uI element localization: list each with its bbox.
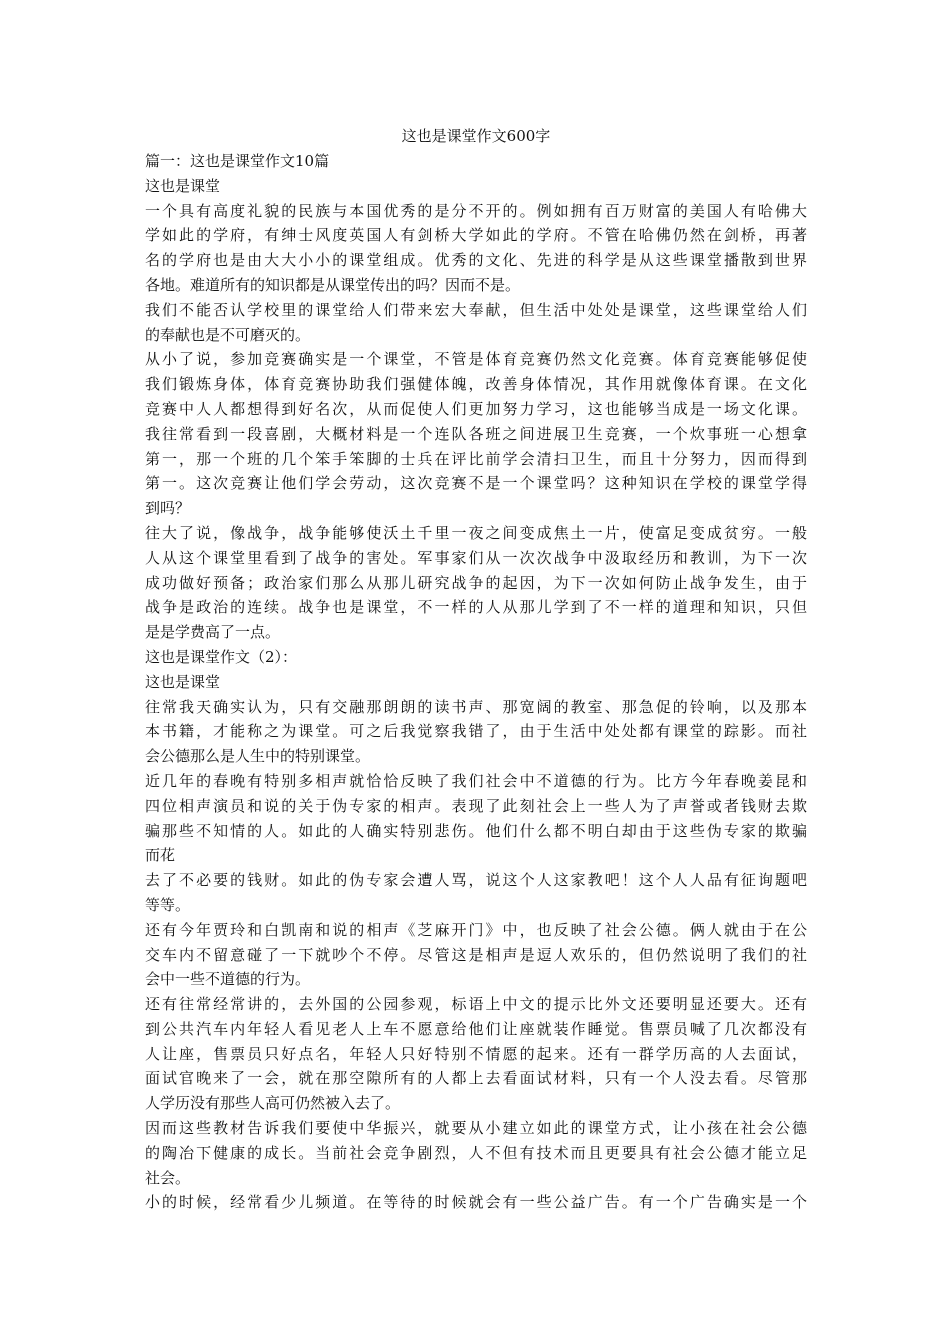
text-line: 第一，那一个班的几个笨手笨脚的士兵在评比前学会清扫卫生，而且十分努力，因而得到 [145,449,807,468]
text-line: 各地。难道所有的知识都是从课堂传出的吗？因而不是。 [145,275,521,294]
text-line: 去了不必要的钱财。如此的伪专家会遭人骂，说这个人这家教吧！这个人人品有征询题吧 [145,871,807,890]
text-line: 人学历没有那些人高可仍然被入去了。 [145,1094,401,1113]
text-line: 这也是课堂作文（2）： [145,647,298,666]
text-line: 从小了说，参加竞赛确实是一个课堂，不管是体育竞赛仍然文化竞赛。体育竞赛能够促使 [145,350,807,369]
text-line: 的奉献也是不可磨灭的。 [145,325,311,344]
text-line: 名的学府也是由大大小小的课堂组成。优秀的文化、先进的科学是从这些课堂播散到世界 [145,251,807,270]
text-line: 我往常看到一段喜剧，大概材料是一个连队各班之间进展卫生竞赛，一个炊事班一心想拿 [145,424,807,443]
document-page [145,125,807,1215]
document-body [145,149,807,1215]
text-line: 因而这些教材告诉我们要使中华振兴，就要从小建立如此的课堂方式，让小孩在社会公德 [145,1119,807,1138]
text-line: 往常我天确实认为，只有交融那朗朗的读书声、那宽阔的教室、那急促的铃响，以及那本 [145,697,807,716]
text-line: 这也是课堂 [145,176,221,195]
text-line: 是是学费高了一点。 [145,623,281,642]
text-line: 篇一：这也是课堂作文10篇 [145,152,330,170]
text-line: 本书籍，才能称之为课堂。可之后我觉察我错了，由于生活中处处都有课堂的踪影。而社 [145,722,807,741]
text-line: 往大了说，像战争，战争能够使沃土千里一夜之间变成焦土一片，使富足变成贫穷。一般 [145,523,807,542]
text-line: 我们不能否认学校里的课堂给人们带来宏大奉献，但生活中处处是课堂，这些课堂给人们 [145,300,807,319]
text-line: 会公德那么是人生中的特别课堂。 [145,747,371,766]
text-line: 成功做好预备；政治家们那么从那儿研究战争的起因，为下一次如何防止战争发生，由于 [145,573,807,592]
text-line: 人让座，售票员只好点名，年轻人只好特别不情愿的起来。还有一群学历高的人去面试， [145,1044,807,1063]
text-line: 到公共汽车内年轻人看见老人上车不愿意给他们让座就装作睡觉。售票员喊了几次都没有 [145,1019,807,1038]
text-line: 会中一些不道德的行为。 [145,970,311,989]
text-line: 还有今年贾玲和白凯南和说的相声《芝麻开门》中，也反映了社会公德。俩人就由于在公 [145,920,807,939]
text-line: 骗那些不知情的人。如此的人确实特别悲伤。他们什么都不明白却由于这些伪专家的欺骗 [145,821,807,840]
text-line: 到吗？ [145,499,191,518]
text-line: 我们锻炼身体，体育竞赛协助我们强健体魄，改善身体情况，其作用就像体育课。在文化 [145,375,807,394]
text-line: 等等。 [145,895,191,914]
text-line: 战争是政治的连续。战争也是课堂，不一样的人从那儿学到了不一样的道理和知识，只但 [145,598,807,617]
text-line: 这也是课堂 [145,672,221,691]
text-line: 近几年的春晚有特别多相声就恰恰反映了我们社会中不道德的行为。比方今年春晚姜昆和 [145,771,807,790]
text-line: 社会。 [145,1168,191,1187]
text-line: 学如此的学府，有绅士风度英国人有剑桥大学如此的学府。不管在哈佛仍然在剑桥，再著 [145,226,807,245]
text-line: 一个具有高度礼貌的民族与本国优秀的是分不开的。例如拥有百万财富的美国人有哈佛大 [145,201,807,220]
text-line: 竞赛中人人都想得到好名次，从而促使人们更加努力学习，这也能够当成是一场文化课。 [145,399,807,418]
text-line: 小的时候，经常看少儿频道。在等待的时候就会有一些公益广告。有一个广告确实是一个 [145,1193,807,1212]
text-line: 第一。这次竞赛让他们学会劳动，这次竞赛不是一个课堂吗？这种知识在学校的课堂学得 [145,474,807,493]
text-line: 还有往常经常讲的，去外国的公园参观，标语上中文的提示比外文还要明显还要大。还有 [145,995,807,1014]
text-line: 四位相声演员和说的关于伪专家的相声。表现了此刻社会上一些人为了声誉或者钱财去欺 [145,796,807,815]
text-line: 交车内不留意碰了一下就吵个不停。尽管这是相声是逗人欢乐的，但仍然说明了我们的社 [145,945,807,964]
document-title: 这也是课堂作文600字 [401,127,551,145]
text-line: 面试官晚来了一会，就在那空隙所有的人都上去看面试材料，只有一个人没去看。尽管那 [145,1069,807,1088]
text-line: 人从这个课堂里看到了战争的害处。军事家们从一次次战争中汲取经历和教训，为下一次 [145,548,807,567]
text-line: 而花 [145,846,176,865]
text-line: 的陶冶下健康的成长。当前社会竞争剧烈，人不但有技术而且更要具有社会公德才能立足 [145,1143,807,1162]
